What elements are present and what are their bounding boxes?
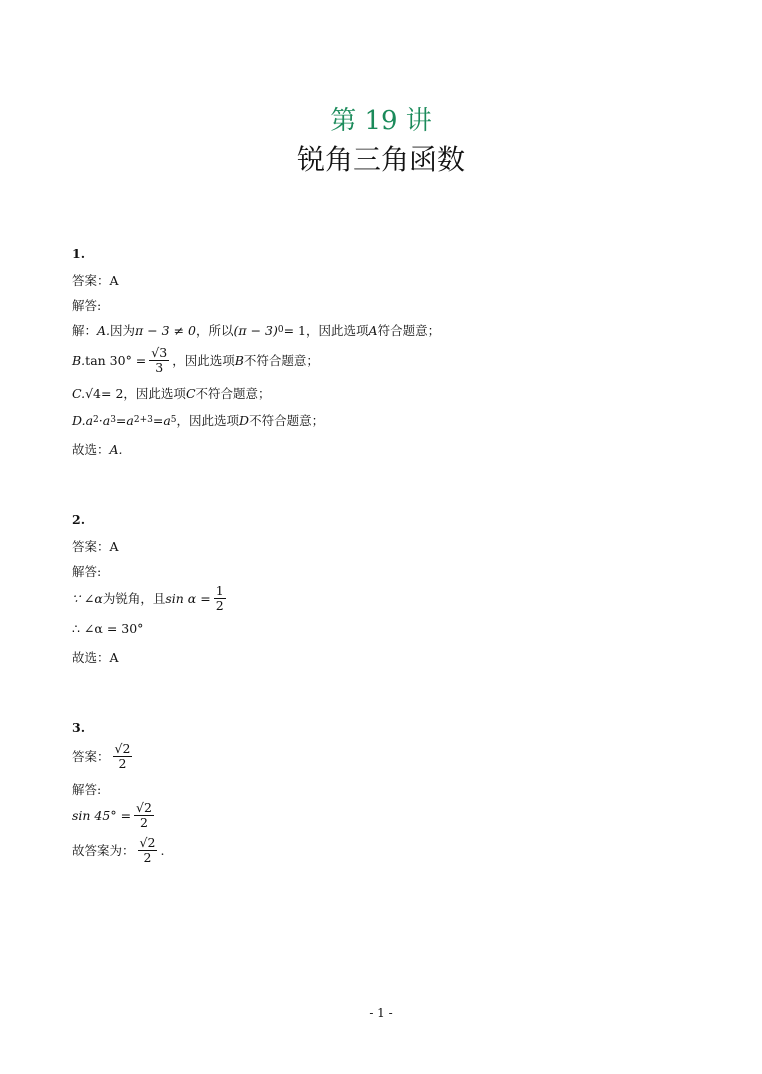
text-span: 符合题意； (377, 323, 441, 338)
text-span: 2+3 (133, 415, 153, 425)
text-span: B. (72, 352, 86, 368)
text-span: A (109, 649, 119, 665)
text-span: 2 (215, 597, 224, 613)
text-span: 2 (140, 814, 148, 830)
text-span: 2 (143, 849, 152, 865)
question-1-answer (72, 271, 119, 289)
text-span: D. (72, 412, 86, 428)
text-span: a (126, 412, 134, 428)
text-span: π − 3 ≠ 0 (135, 322, 197, 338)
text-span: sin α = (165, 590, 211, 606)
question-3-solution-label: 解答: (72, 782, 102, 797)
question-1-number: 1. (72, 246, 86, 261)
text-span: 0 (277, 325, 284, 335)
text-span: √2 (139, 835, 156, 850)
question-1-choice (72, 440, 123, 458)
text-span: √2 (136, 800, 152, 815)
text-span: 不符合题意； (249, 413, 325, 428)
question-2-answer (72, 537, 119, 555)
text-span: B (234, 352, 244, 368)
text-span: = (152, 412, 164, 428)
question-3-answer (72, 742, 135, 771)
text-span: 故答案为： (72, 843, 135, 859)
text-span: 2 (118, 755, 127, 771)
text-span: a (163, 412, 171, 428)
text-span: C (185, 385, 196, 401)
text-span: 因为 (110, 323, 136, 338)
text-span: 故选： (72, 650, 110, 665)
question-3-line-1 (72, 801, 157, 830)
question-1-line-d (72, 411, 324, 429)
text-span: ，因此选项 (123, 386, 186, 401)
question-3-final (72, 836, 164, 865)
text-span: = (115, 412, 127, 428)
text-span: 为锐角，且 (102, 591, 166, 607)
lecture-number: 第 19 讲 (330, 106, 432, 136)
text-span: A. (97, 322, 111, 338)
text-span: a (85, 412, 94, 428)
text-span: tan 30° = (85, 352, 147, 368)
text-span: 2 (93, 415, 99, 425)
text-span: C. (72, 385, 86, 401)
question-2-line-2: ∴ ∠α = 30° (72, 621, 144, 636)
question-2-number: 2. (72, 512, 86, 527)
text-span: 不符合题意； (243, 353, 319, 369)
text-span: 答案： (72, 749, 110, 765)
text-span: 解： (72, 323, 98, 338)
fraction (134, 801, 154, 830)
fraction (149, 346, 169, 375)
question-1-solution-label: 解答: (72, 298, 102, 313)
question-1-line-a (72, 321, 440, 339)
text-span: sin 45° = (72, 807, 132, 823)
text-span: 答案： (72, 539, 110, 554)
text-span: 故选： (72, 442, 110, 457)
question-3-number: 3. (72, 720, 86, 735)
text-span: 3 (155, 359, 164, 375)
text-span: √2 (114, 741, 131, 756)
text-span: ，因此选项 (176, 413, 240, 428)
text-span: ∵ ∠α (72, 590, 103, 606)
text-span: = 2 (101, 385, 124, 401)
text-span: . (160, 842, 165, 858)
text-span: ，因此选项 (172, 353, 235, 369)
text-span: D (239, 412, 250, 428)
text-span: ，所以 (196, 323, 234, 338)
fraction (138, 836, 158, 865)
text-span: A (109, 272, 119, 288)
text-span: √4 (85, 385, 102, 401)
question-2-solution-label: 解答: (72, 564, 102, 579)
question-2-choice (72, 648, 119, 666)
page-number: - 1 - (369, 1006, 393, 1020)
text-span: (π − 3) (233, 322, 278, 338)
fraction (113, 742, 133, 771)
text-span: A (368, 322, 378, 338)
text-span: 5 (170, 415, 177, 425)
text-span: A. (109, 441, 123, 457)
page-title: 锐角三角函数 (296, 143, 465, 176)
text-span: 答案： (72, 273, 110, 288)
text-span: ，因此选项 (306, 323, 369, 338)
question-1-line-b (72, 346, 319, 375)
text-span: 1 (215, 583, 224, 598)
question-1-line-c (72, 384, 271, 402)
fraction (214, 584, 226, 613)
text-span: 不符合题意； (195, 386, 271, 401)
question-2-line-1 (72, 584, 229, 613)
text-span: = 1 (283, 322, 307, 338)
text-span: · (98, 412, 103, 428)
text-span: a (102, 412, 111, 428)
text-span: √3 (151, 345, 168, 360)
text-span: A (109, 538, 119, 554)
text-span: 3 (110, 415, 116, 425)
